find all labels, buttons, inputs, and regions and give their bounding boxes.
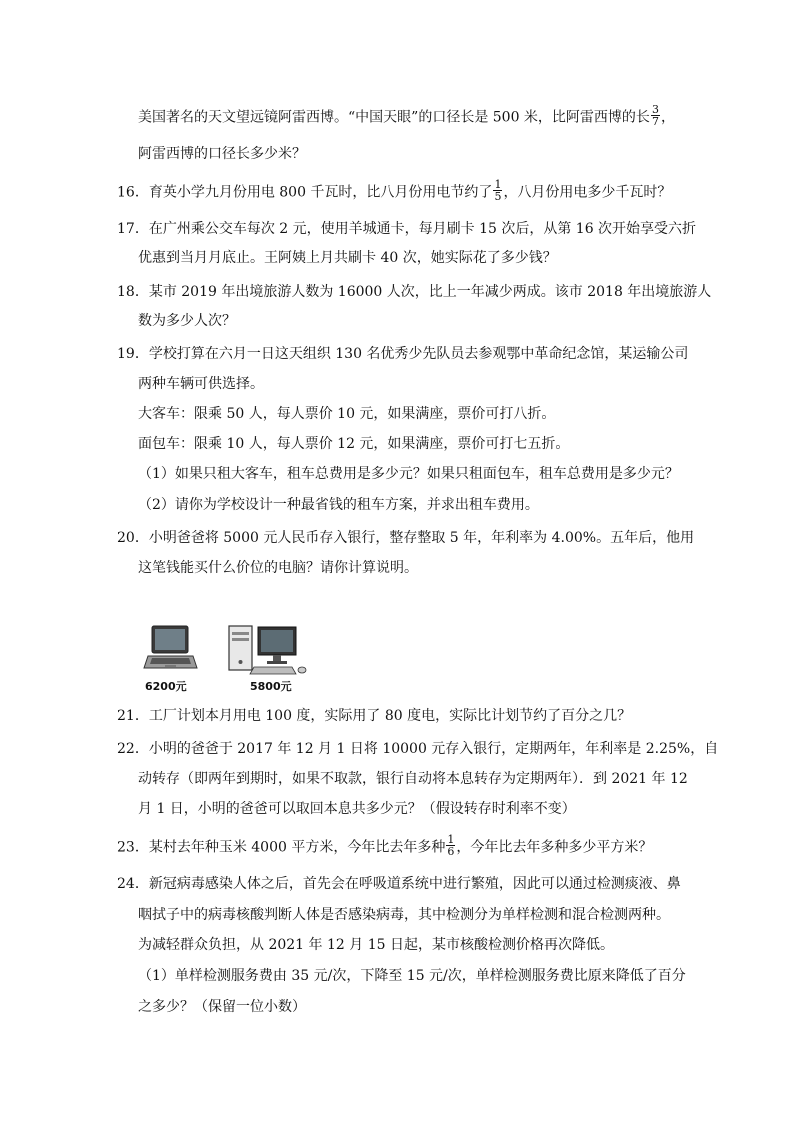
frac-num: 3 — [651, 103, 659, 116]
q23-text-a: 23．某村去年种玉米 4000 平方米，今年比去年多种 — [117, 839, 446, 856]
q15-text-b: ， — [660, 109, 675, 126]
q24-line5: 之多少？（保留一位小数） — [138, 999, 306, 1015]
q24-line3: 为减轻群众负担，从 2021 年 12 月 15 日起，某市核酸检测价格再次降低。 — [138, 937, 614, 953]
q18-line2: 数为多少人次？ — [138, 313, 236, 329]
q16-text-a: 16．育英小学九月份用电 800 千瓦时，比八月份用电节约了 — [117, 184, 493, 201]
q22-line2: 动转存（即两年到期时，如果不取款，银行自动将本息转存为定期两年）．到 2021 年 12 — [138, 771, 688, 787]
q19-line5: （1）如果只租大客车，租车总费用是多少元？如果只租面包车，租车总费用是多少元？ — [138, 466, 679, 482]
q21-line1: 21．工厂计划本月用电 100 度，实际用了 80 度电，实际比计划节约了百分之几？ — [117, 708, 632, 724]
frac-den: 5 — [494, 190, 502, 203]
fraction — [651, 104, 660, 127]
q23-text-b: ，今年比去年多种多少平方米？ — [456, 839, 653, 856]
q17-line1: 17．在广州乘公交车每次 2 元，使用羊城通卡，每月刷卡 15 次后，从第 16 次开始享受六折 — [117, 221, 697, 237]
frac-den: 7 — [651, 115, 659, 128]
q18-line1: 18．某市 2019 年出境旅游人数为 16000 人次，比上一年减少两成。该市 2018 年出境旅游人 — [117, 284, 712, 300]
laptop-icon — [143, 624, 198, 676]
q17-line2: 优惠到当月月底止。王阿姨上月共刷卡 40 次，她实际花了多少钱？ — [138, 250, 557, 266]
q19-line2: 两种车辆可供选择。 — [138, 376, 264, 392]
q22-line3: 月 1 日，小明的爸爸可以取回本息共多少元？（假设转存时利率不变） — [138, 801, 576, 817]
q22-line1: 22．小明的爸爸于 2017 年 12 月 1 日将 10000 元存入银行，定期两年，年利率是 2.25%，自 — [117, 741, 719, 757]
q23-line1 — [117, 833, 653, 859]
frac-num: 1 — [447, 833, 455, 846]
q24-line2: 咽拭子中的病毒核酸判断人体是否感染病毒，其中检测分为单样检测和混合检测两种。 — [138, 907, 670, 923]
q20-line1: 20．小明爸爸将 5000 元人民币存入银行，整存整取 5 年，年利率为 4.00%。五年后，他用 — [117, 530, 695, 546]
fraction — [446, 834, 455, 857]
q19-line4: 面包车：限乘 10 人，每人票价 12 元，如果满座，票价可打七五折。 — [138, 436, 570, 452]
desktop-computer-icon — [226, 624, 308, 676]
q15-line1 — [138, 103, 675, 129]
desktop-price: 5800元 — [250, 680, 292, 693]
q16-text-b: ，八月份用电多少千瓦时？ — [503, 184, 672, 201]
q24-line4: （1）单样检测服务费由 35 元/次，下降至 15 元/次，单样检测服务费比原来降低了百分 — [138, 968, 686, 984]
q20-line2: 这笔钱能买什么价位的电脑？请你计算说明。 — [138, 560, 418, 576]
q16-line1 — [117, 178, 672, 204]
frac-den: 6 — [447, 845, 455, 858]
q24-line1: 24．新冠病毒感染人体之后，首先会在呼吸道系统中进行繁殖，因此可以通过检测痰液、鼻 — [117, 876, 681, 892]
q19-line1: 19．学校打算在六月一日这天组织 130 名优秀少先队员去参观鄂中革命纪念馆，某运输公司 — [117, 346, 689, 362]
q15-line2: 阿雷西博的口径长多少米？ — [138, 146, 306, 162]
frac-num: 1 — [494, 178, 502, 191]
fraction — [493, 179, 502, 202]
laptop-price: 6200元 — [145, 680, 187, 693]
q19-line6: （2）请你为学校设计一种最省钱的租车方案，并求出租车费用。 — [138, 497, 539, 513]
q19-line3: 大客车：限乘 50 人，每人票价 10 元，如果满座，票价可打八折。 — [138, 406, 556, 422]
q15-text-a: 美国著名的天文望远镜阿雷西博。“中国天眼”的口径长是 500 米，比阿雷西博的长 — [138, 109, 650, 126]
